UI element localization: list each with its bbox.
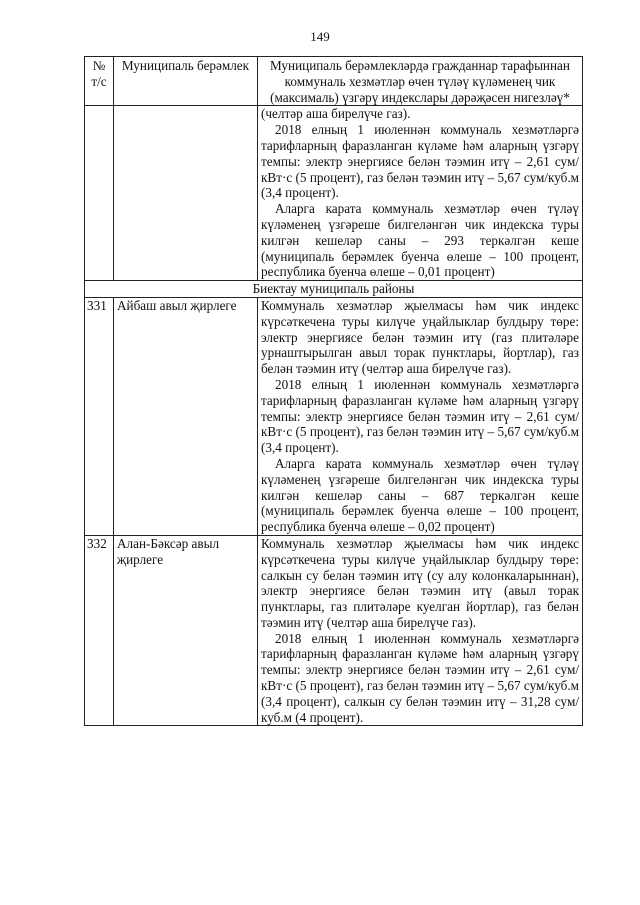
- row-number: 332: [85, 535, 114, 726]
- district-title: Биектау муниципаль районы: [85, 281, 583, 298]
- basis-paragraph: Аларга карата коммуналь хезмәтләр өчен түләү күләменең үзгәреше билгеләнгән чик индекска туры килгән кешеләр саны – 687 теркәлгән кеше (муниципаль берәмлек буенча өлеше – 100 процент, республика буенча өлеше – 0,02 процент): [261, 455, 579, 535]
- continuation-paragraph: 2018 елның 1 июленнән коммуналь хезмәтләргә тарифларның фаразланган күләме һәм аларның үзгәрү темпы: электр энергиясе белән тәэмин итү – 2,61 сум/кВт·с (5 процент), газ белән тәэмин итү – 5,67 сум/куб.м (3,4 процент).: [261, 122, 579, 201]
- basis-cell: [258, 297, 583, 535]
- table-row: [85, 535, 583, 726]
- municipality-name: Алан-Бәксәр авыл җирлеге: [114, 535, 258, 726]
- continuation-text-cell: [258, 106, 583, 281]
- municipality-name: Айбаш авыл җирлеге: [114, 297, 258, 535]
- header-number: № т/с: [85, 57, 114, 106]
- page-number: 149: [310, 29, 330, 44]
- continuation-row: [85, 106, 583, 281]
- continuation-paragraph: Аларга карата коммуналь хезмәтләр өчен түләү күләменең үзгәреше билгеләнгән чик индекска туры килгән кешеләр саны – 293 теркәлгән кеше (муниципаль берәмлек буенча өлеше – 100 процент, республика буенча өлеше – 0,01 процент): [261, 201, 579, 280]
- tariff-table: [84, 56, 583, 726]
- continuation-name-cell: [114, 106, 258, 281]
- header-municipality: Муниципаль берәмлек: [114, 57, 258, 106]
- continuation-paragraph: (челтәр аша бирелүче газ).: [261, 106, 411, 122]
- row-number: 331: [85, 297, 114, 535]
- basis-paragraph: Коммуналь хезмәтләр җыелмасы һәм чик индекс күрсәткечена туры килүче уңайлыклар булдыру төре: электр энергиясе белән тәэмин итү (газ плитәләре урнаштырылган авыл торак пунктлары, йортлар), газ белән тәэмин итү (челтәр аша бирелүче газ).: [261, 297, 579, 377]
- basis-paragraph: Коммуналь хезмәтләр җыелмасы һәм чик индекс күрсәткечена туры килүче уңайлыклар булдыру төре: салкын су белән тәэмин итү (су алу колонкаларыннан), электр энергиясе белән тәэмин итү (авыл торак пунктлары, газ плитәләре куелган йортлар), газ белән тәэмин итү (челтәр аша бирелүче газ).: [261, 535, 579, 630]
- header-basis: Муниципаль берәмлекләрдә гражданнар тарафыннан коммуналь хезмәтләр өчен түләү күләменең чик (максималь) үзгәрү индекслары дәрәҗәсен нигезләү*: [258, 57, 583, 106]
- basis-paragraph: 2018 елның 1 июленнән коммуналь хезмәтләргә тарифларның фаразланган күләме һәм аларның үзгәрү темпы: электр энергиясе белән тәэмин итү – 2,61 сум/кВт·с (5 процент), газ белән тәэмин итү – 5,67 сум/куб.м (3,4 процент).: [261, 376, 579, 456]
- district-row: [85, 281, 583, 298]
- table-row: [85, 297, 583, 535]
- basis-cell: [258, 535, 583, 726]
- basis-paragraph: 2018 елның 1 июленнән коммуналь хезмәтләргә тарифларның фаразланган күләме һәм аларның үзгәрү темпы: электр энергиясе белән тәэмин итү – 2,61 сум/кВт·с (5 процент), газ белән тәэмин итү – 5,67 сум/куб.м (3,4 процент), салкын су белән тәэмин итү – 31,28 сум/куб.м (4 процент).: [261, 630, 579, 725]
- table-header-row: [85, 57, 583, 106]
- continuation-num-cell: [85, 106, 114, 281]
